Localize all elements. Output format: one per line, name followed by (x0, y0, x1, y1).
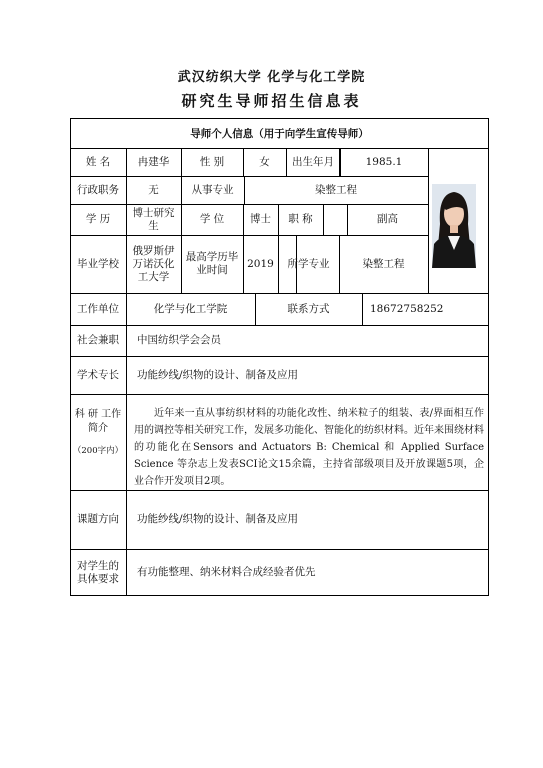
unit-label: 工作单位 (77, 302, 119, 315)
row-divider (70, 394, 489, 395)
form-title: 研究生导师招生信息表 (181, 92, 362, 110)
supervisor-photo (432, 184, 476, 268)
topic-label: 课题方向 (77, 513, 119, 525)
school-value: 俄罗斯伊万诺沃化工大学 (132, 244, 175, 283)
grad-time-value: 2019 (247, 257, 274, 270)
institution-heading: 武汉纺织大学 化学与化工学院 (177, 70, 366, 85)
intro-length-note: （200字内） (72, 446, 124, 456)
program-value: 染整工程 (362, 257, 405, 270)
title-label: 职 称 (288, 213, 313, 225)
research-intro-text: 近年来一直从事纺织材料的功能化改性、纳米粒子的组装、表/界面相互作用的调控等相关研究工作，发展多功能化、智能化的纺织材料。近年来围绕材料的功能化在Sensors and Actuators B: Chemical 和 Applied Surface Science 等杂志上发表SCI论文15余篇，主持省部级项目及开放课题5项，企业合作开发项目2项。 (134, 408, 484, 487)
name-label: 姓 名 (85, 155, 111, 168)
requirements-label: 对学生的具体要求 (77, 559, 119, 585)
social-value: 中国纺织学会会员 (137, 334, 221, 346)
expertise-label: 学术专长 (77, 368, 119, 381)
birth-value: 1985.1 (365, 155, 403, 168)
education-label: 学 历 (85, 213, 111, 225)
col-divider (126, 293, 127, 596)
col-divider (362, 293, 363, 325)
degree-value: 博士 (250, 213, 271, 225)
topic-value: 功能纱线/织物的设计、制备及应用 (137, 513, 299, 525)
contact-value: 18672758252 (370, 302, 444, 315)
contact-label: 联系方式 (287, 302, 330, 315)
grad-time-label: 最高学历毕业时间 (185, 251, 239, 276)
requirements-value: 有功能整理、纳米材料合成经验者优先 (137, 566, 316, 578)
admin-label: 行政职务 (77, 183, 119, 196)
major-value: 染整工程 (315, 183, 357, 196)
gender-label: 性 别 (199, 155, 225, 168)
school-label: 毕业学校 (77, 257, 119, 270)
education-value: 博士研究生 (132, 206, 175, 232)
program-label: 所学专业 (287, 257, 330, 270)
intro-label-block (70, 408, 126, 457)
portrait-image (432, 184, 476, 268)
major-label: 从事专业 (191, 183, 234, 196)
title-value: 副高 (377, 213, 398, 225)
supervisor-info-form (70, 118, 489, 596)
section-title: 导师个人信息（用于向学生宣传导师） (190, 127, 369, 140)
degree-label: 学 位 (199, 213, 225, 225)
unit-value: 化学与化工学院 (153, 302, 228, 315)
expertise-value: 功能纱线/织物的设计、制备及应用 (137, 368, 299, 381)
name-value: 冉建华 (137, 155, 170, 168)
gender-value: 女 (259, 155, 270, 168)
social-label: 社会兼职 (77, 334, 119, 346)
birth-label: 出生年月 (292, 155, 334, 168)
col-divider (428, 148, 429, 293)
col-divider (323, 204, 324, 235)
intro-label: 科 研 工作简介 (74, 409, 122, 434)
admin-value: 无 (148, 183, 159, 196)
